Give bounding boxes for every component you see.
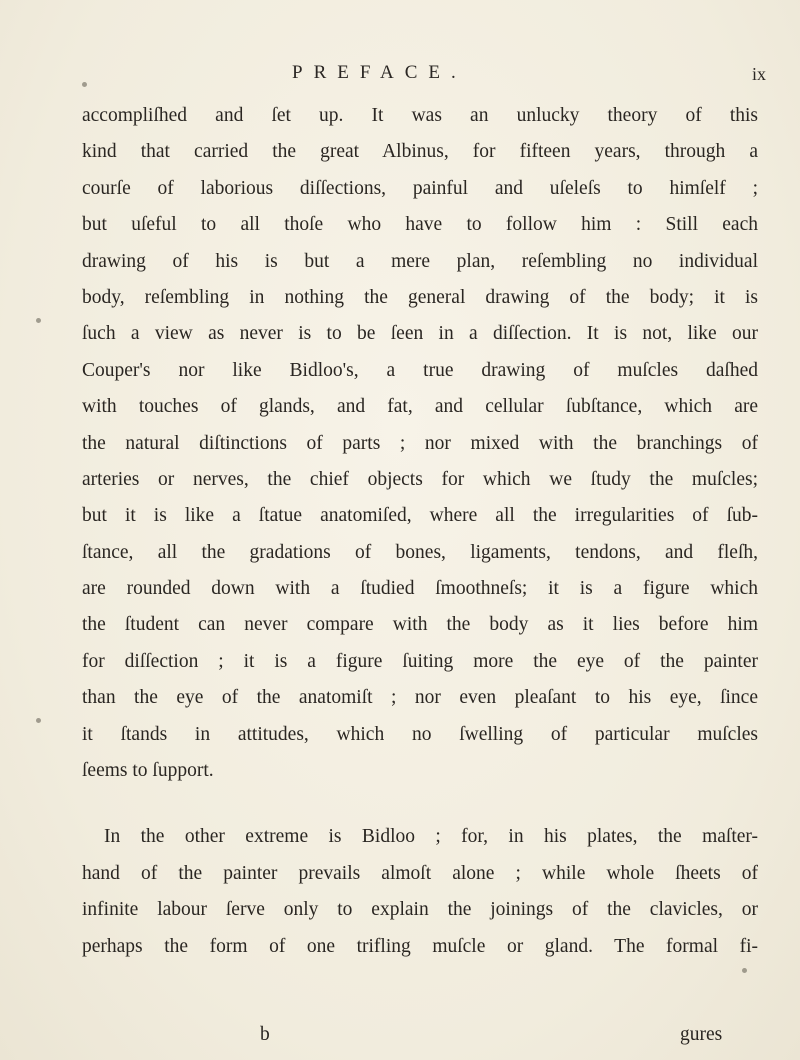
page-header	[0, 62, 800, 92]
paragraph-gap	[82, 789, 758, 819]
text-line: courſe of laborious diſſections, painful and uſeleſs to himſelf ;	[82, 177, 758, 199]
catchword: gures	[680, 1024, 723, 1045]
text-line: ſtance, all the gradations of bones, ligaments, tendons, and fleſh,	[82, 541, 758, 563]
text-line: perhaps the form of one trifling muſcle or gland. The formal fi-	[82, 935, 758, 957]
paragraph-2	[82, 819, 758, 965]
running-title: PREFACE.	[292, 62, 467, 83]
signature-mark: b	[260, 1024, 270, 1045]
text-line: for diſſection ; it is a figure ſuiting more the eye of the painter	[82, 650, 758, 672]
text-line: but it is like a ſtatue anatomiſed, where all the irregularities of ſub-	[82, 505, 758, 527]
text-line: ſuch a view as never is to be ſeen in a diſſection. It is not, like our	[82, 323, 758, 345]
text-line: Couper's nor like Bidloo's, a true drawing of muſcles daſhed	[82, 359, 758, 381]
paragraph-1	[82, 98, 758, 789]
text-line: arteries or nerves, the chief objects for which we ſtudy the muſcles;	[82, 468, 758, 490]
text-line: infinite labour ſerve only to explain the joinings of the clavicles, or	[82, 899, 758, 921]
page-number: ix	[752, 64, 767, 84]
text-line: drawing of his is but a mere plan, reſembling no individual	[82, 250, 758, 272]
text-line: In the other extreme is Bidloo ; for, in his plates, the maſter-	[104, 826, 758, 848]
text-line: than the eye of the anatomiſt ; nor even pleaſant to his eye, ſince	[82, 687, 758, 709]
page-footer	[0, 1024, 800, 1054]
text-line: ſeems to ſupport.	[82, 760, 214, 782]
text-line: it ſtands in attitudes, which no ſwelling of particular muſcles	[82, 723, 758, 745]
text-line: the ſtudent can never compare with the body as it lies before him	[82, 614, 758, 636]
text-line: body, reſembling in nothing the general drawing of the body; it is	[82, 286, 758, 308]
text-line: kind that carried the great Albinus, for fifteen years, through a	[82, 141, 758, 163]
body-text	[82, 98, 758, 965]
text-line: but uſeful to all thoſe who have to follow him : Still each	[82, 214, 758, 236]
text-line: are rounded down with a ſtudied ſmoothneſs; it is a figure which	[82, 578, 758, 600]
ink-speck	[82, 82, 87, 87]
ink-speck	[36, 718, 41, 723]
text-line: the natural diſtinctions of parts ; nor mixed with the branchings of	[82, 432, 758, 454]
text-line: accompliſhed and ſet up. It was an unlucky theory of this	[82, 105, 758, 126]
text-line: with touches of glands, and fat, and cellular ſubſtance, which are	[82, 396, 758, 418]
ink-speck	[742, 968, 747, 973]
text-line: hand of the painter prevails almoſt alone ; while whole ſheets of	[82, 862, 758, 884]
ink-speck	[36, 318, 41, 323]
